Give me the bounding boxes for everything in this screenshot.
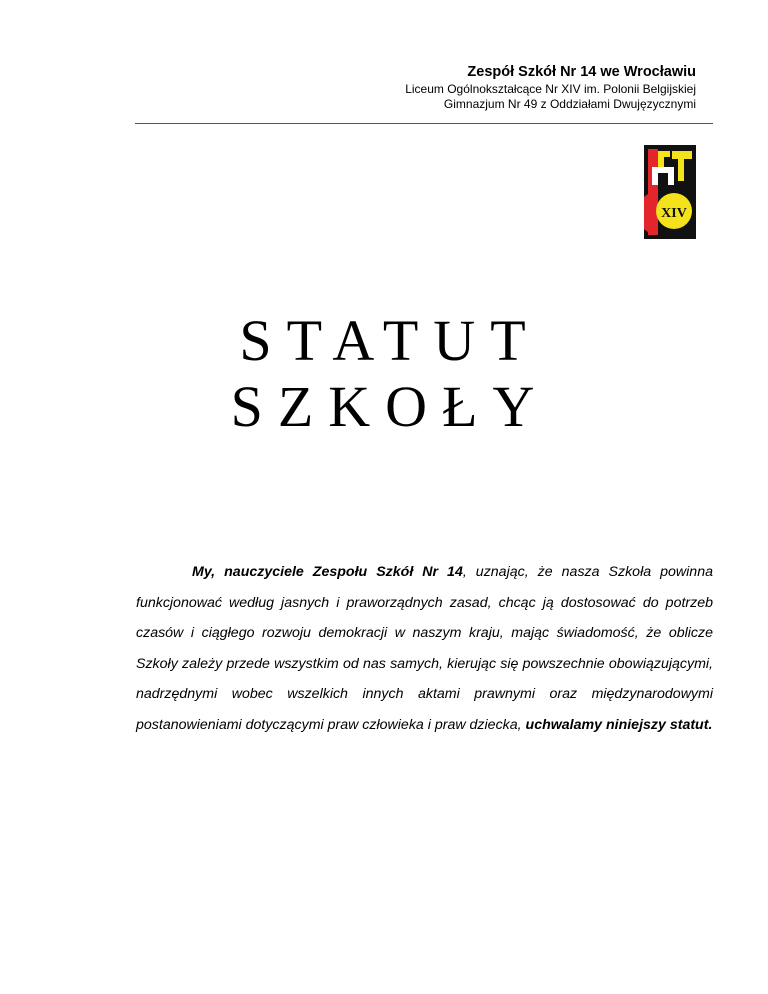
gymnasium-name: Gimnazjum Nr 49 z Oddziałami Dwujęzycznymi: [443, 97, 696, 111]
document-title: [0, 308, 768, 440]
preamble-lead: My, nauczyciele Zespołu Szkół Nr 14: [192, 564, 463, 580]
title-line-2: SZKOŁY: [230, 374, 550, 439]
title-line-1: STATUT: [239, 308, 541, 373]
svg-text:XIV: XIV: [661, 206, 687, 221]
header-divider: [135, 123, 713, 124]
document-header: [405, 62, 696, 112]
school-emblem-icon: [644, 145, 696, 239]
lyceum-name: Liceum Ogólnokształcące Nr XIV im. Polonii Belgijskiej: [405, 82, 696, 96]
preamble-closing: uchwalamy niniejszy statut.: [525, 716, 713, 733]
preamble-paragraph: [136, 557, 713, 740]
school-name: Zespół Szkół Nr 14 we Wrocławiu: [467, 64, 696, 80]
preamble-body: , uznając, że nasza Szkoła powinna funkcjonować według jasnych i praworządnych zasad, chcąc ją dostosować do potrzeb czasów i ciągłego rozwoju demokracji w naszym kraju, mając świadomość, że oblicze Szkoły zależy przede wszystkim od nas samych, kierując się powszechnie obowiązującymi, nadrzędnymi wobec wszelkich innych aktami prawnymi oraz międzynarodowymi postanowieniami dotyczącymi praw człowieka i praw dziecka,: [136, 564, 713, 733]
